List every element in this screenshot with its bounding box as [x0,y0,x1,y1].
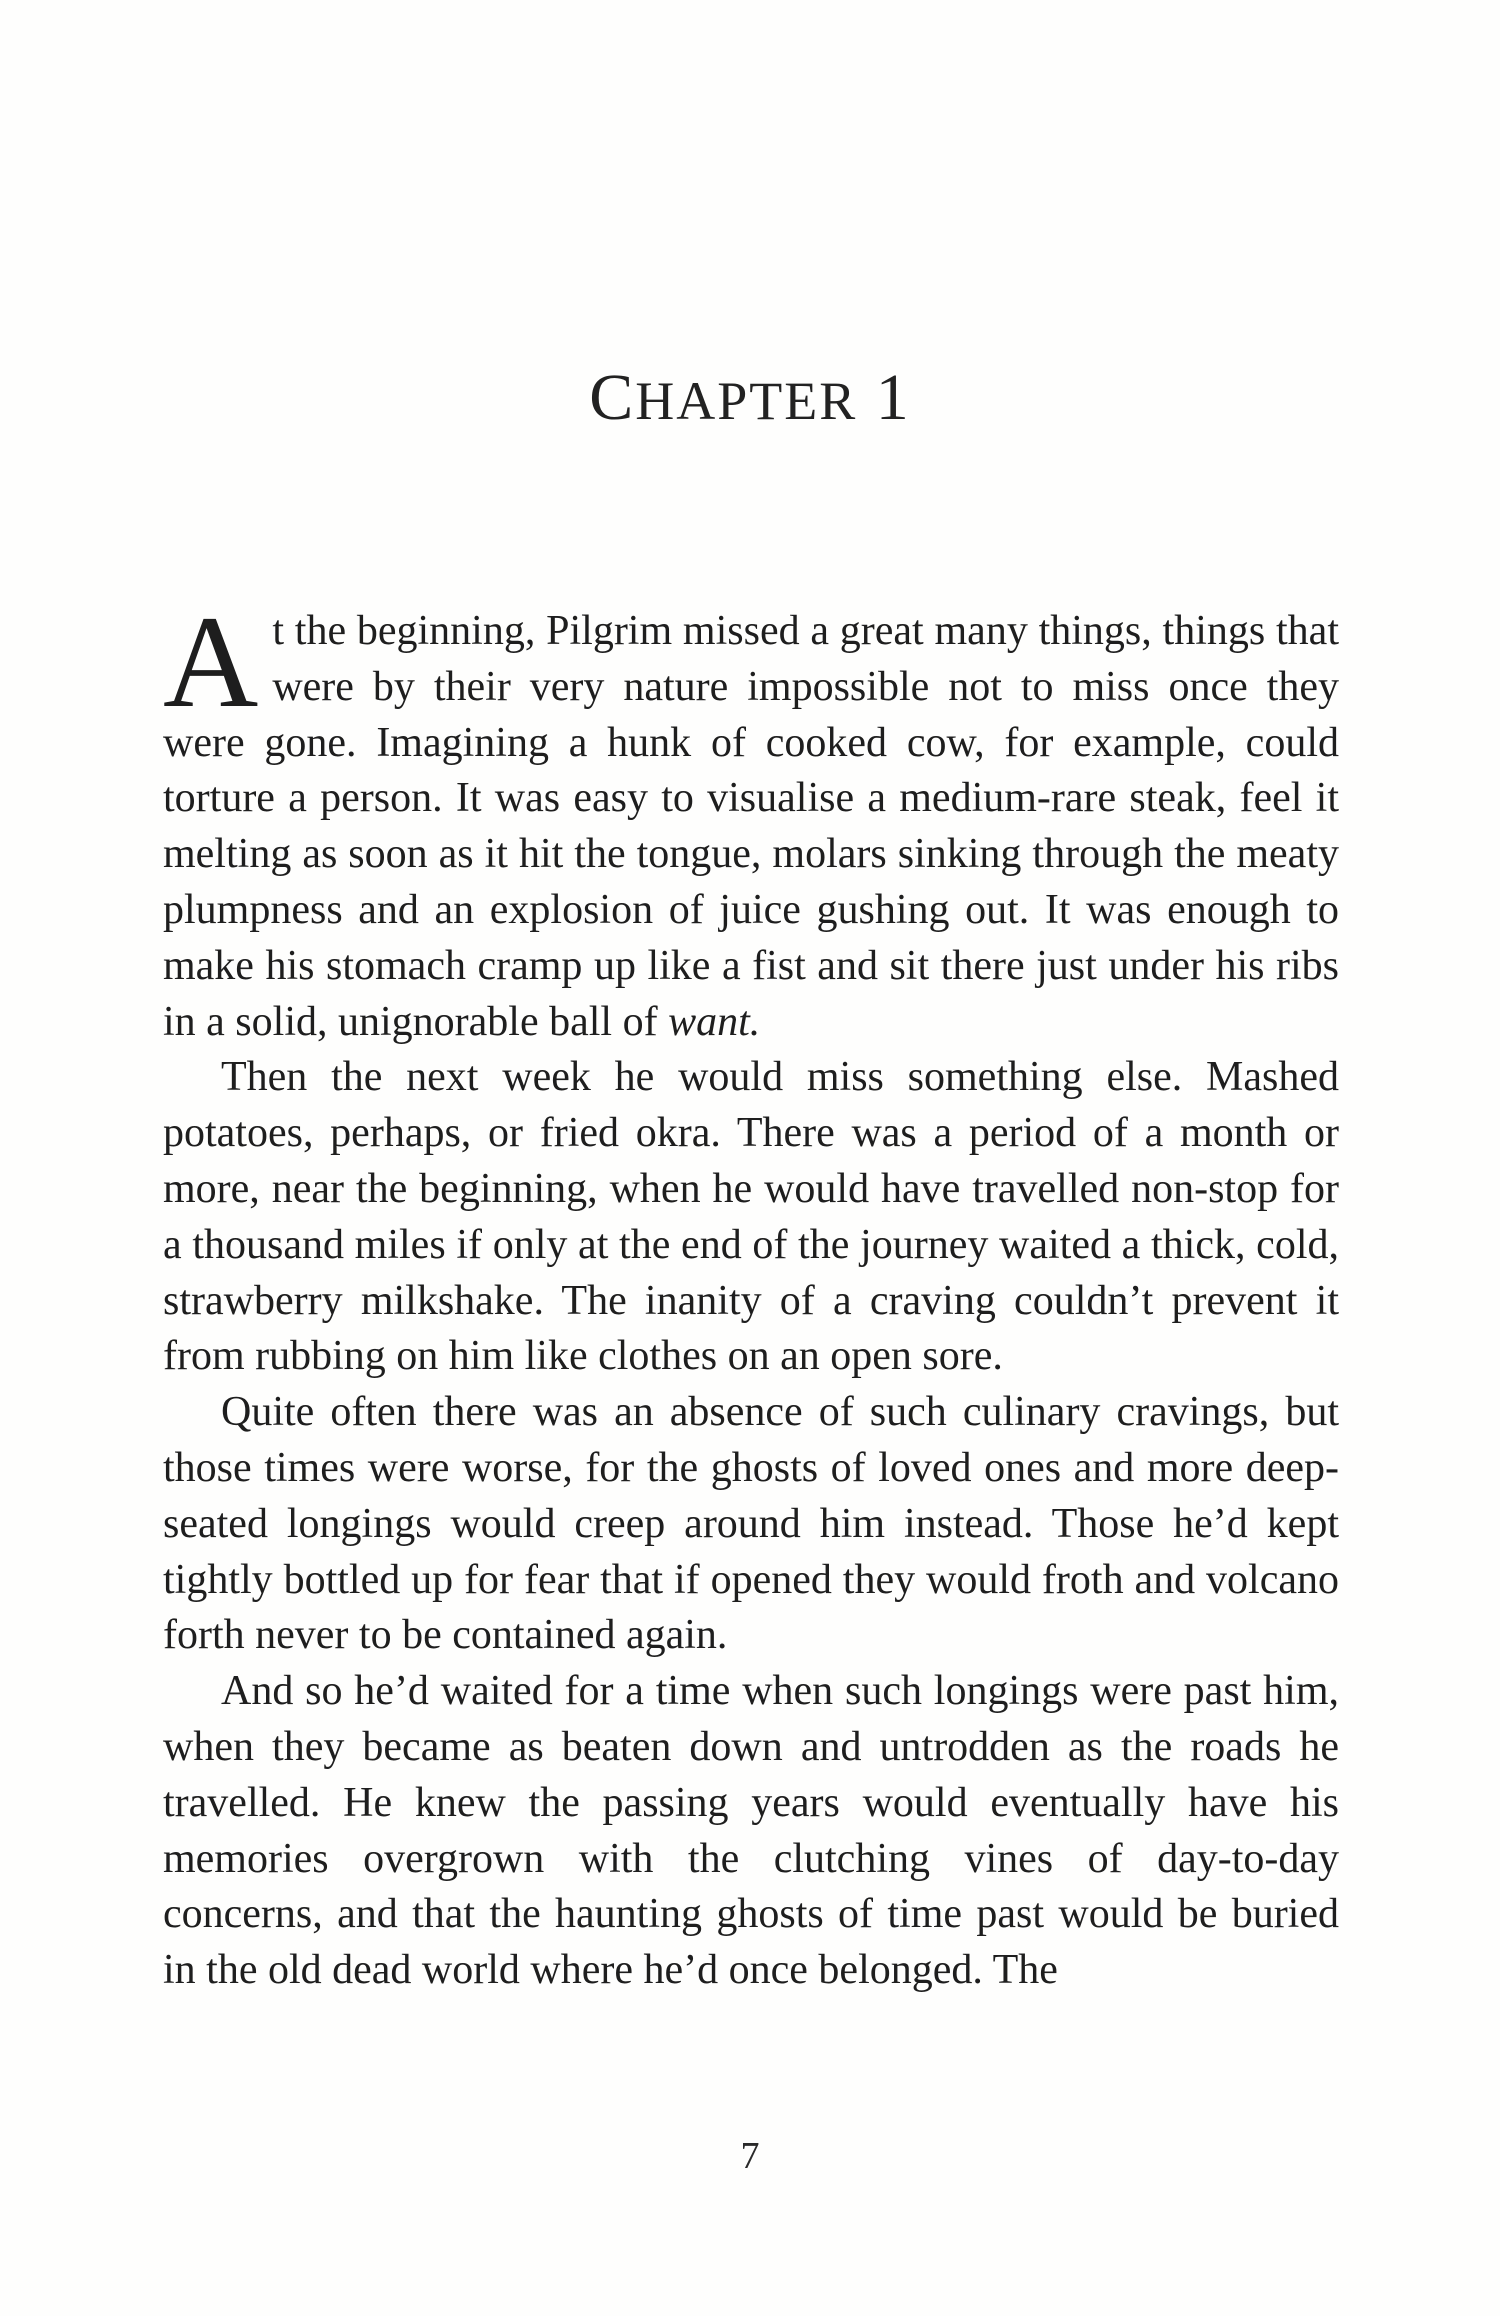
chapter-title-rest: HAPTER [635,371,858,431]
chapter-number: 1 [875,361,911,434]
chapter-title [0,360,1500,436]
paragraph-1-emphasis: want. [668,998,761,1045]
page-number: 7 [740,2135,760,2177]
drop-cap: A [163,588,259,735]
paragraph-1 [163,588,1339,1050]
chapter-title-first-letter: C [589,361,636,434]
paragraph-2: Then the next week he would miss something else. Mashed potatoes, perhaps, or fried okra. There was a period of a month or more, near the beginning, when he would have travelled non-stop for a thousand miles if only at the end of the journey waited a thick, cold, strawberry milkshake. The inanity of a craving couldn’t prevent it from rubbing on him like clothes on an open sore. [163,1054,1339,1380]
paragraph-1-text: t the beginning, Pilgrim missed a great many things, things that were by their very nature impossible not to miss once they were gone. Imagining a hunk of cooked cow, for example, could torture a person. It was easy to visualise a medium-rare steak, feel it melting as soon as it hit the tongue, molars sinking through the meaty plumpness and an explosion of juice gushing out. It was enough to make his stomach cramp up like a fist and sit there just under his ribs in a solid, unignorable ball of [163,608,1339,1045]
paragraph-3: Quite often there was an absence of such culinary cravings, but those times were worse, for the ghosts of loved ones and more deep-seated longings would creep around him instead. Those he’d kept tightly bottled up for fear that if opened they would froth and volcano forth never to be contained again. [163,1389,1339,1659]
paragraph-4: And so he’d waited for a time when such longings were past him, when they became as beaten down and untrodden as the roads he travelled. He knew the passing years would eventually have his memories overgrown with the clutching vines of day-to-day concerns, and that the haunting ghosts of time past would be buried in the old dead world where he’d once belonged. The [163,1668,1339,1994]
chapter-body [163,588,1339,1999]
